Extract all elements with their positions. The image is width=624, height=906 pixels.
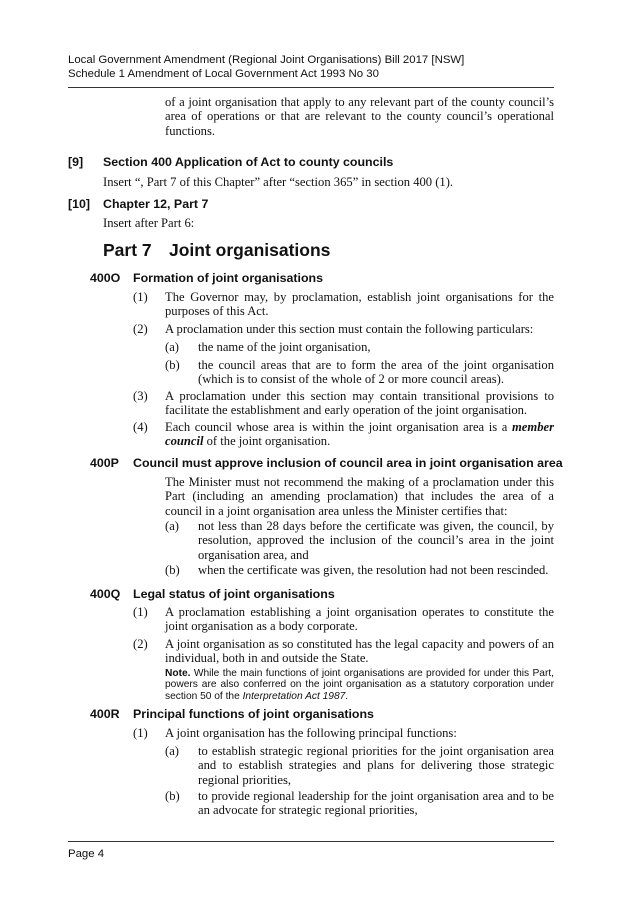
paragraph-number: (b) [165,358,180,372]
amendment-number: [10] [68,197,91,211]
paragraph-number: (a) [165,744,179,758]
subsection-text: A joint organisation as so constituted has the legal capacity and powers of an individual, both in and outside the State. [165,637,554,666]
paragraph-text: to provide regional leadership for the joint organisation area and to be an advocate for strategic regional priorities, [198,789,554,818]
section-number: 400Q [90,587,121,601]
amendment-title: Chapter 12, Part 7 [103,197,209,211]
note-text: While the main functions of joint organisations are provided for under this Part, powers are also conferred on the joint organisation as a statutory corporation under section 50 of the [165,668,554,702]
subsection-number: (1) [133,605,148,619]
subsection-text: A proclamation establishing a joint organisation operates to constitute the joint organisation as a body corporate. [165,605,554,634]
subsection-number: (2) [133,637,148,651]
continuation-paragraph: of a joint organisation that apply to any relevant part of the county council’s area of operations or that are relevant to the county council’s operational functions. [165,95,554,138]
subsection-text [165,420,554,449]
section-intro: The Minister must not recommend the making of a proclamation under this Part (including an amending proclamation) that includes the area of a council in a joint organisation area unless the Minister certifies that: [165,475,554,518]
subsection-number: (1) [133,290,148,304]
subsection-text-part: Each council whose area is within the joint organisation area is a [165,420,513,434]
note [165,668,554,702]
section-title: Principal functions of joint organisations [133,707,374,721]
page-number: Page 4 [68,848,105,860]
section-title: Formation of joint organisations [133,271,323,285]
part-title: Joint organisations [169,240,331,260]
section-title: Legal status of joint organisations [133,587,335,601]
amendment-instruction: Insert “, Part 7 of this Chapter” after “section 365” in section 400 (1). [103,175,454,189]
note-act-title: Interpretation Act 1987 [242,690,346,702]
paragraph-text: the council areas that are to form the area of the joint organisation (which is to consist of the whole of 2 or more council areas). [198,358,554,387]
running-header-schedule: Schedule 1 Amendment of Local Government Act 1993 No 30 [68,68,379,80]
section-number: 400R [90,707,120,721]
defined-term: member council [165,420,554,449]
footer-rule [68,841,554,842]
subsection-text: A proclamation under this section must contain the following particulars: [165,322,534,336]
note-label: Note. [165,668,191,679]
amendment-title: Section 400 Application of Act to county councils [103,155,394,169]
subsection-number: (2) [133,322,148,336]
subsection-text: The Governor may, by proclamation, establish joint organisations for the purposes of this Act. [165,290,554,319]
paragraph-text: when the certificate was given, the resolution had not been rescinded. [198,563,549,577]
running-header-title: Local Government Amendment (Regional Joint Organisations) Bill 2017 [NSW] [68,54,465,66]
subsection-text-part: of the joint organisation. [203,434,331,449]
paragraph-text: to establish strategic regional priorities for the joint organisation area and to establish strategies and plans for delivering those strategic regional priorities, [198,744,554,787]
section-number: 400O [90,271,121,285]
header-rule [68,87,554,88]
paragraph-number: (a) [165,340,179,354]
amendment-instruction: Insert after Part 6: [103,216,195,230]
paragraph-text: not less than 28 days before the certificate was given, the council, by resolution, approved the inclusion of the council’s area in the joint organisation area, and [198,519,554,562]
subsection-number: (1) [133,726,148,740]
paragraph-text: the name of the joint organisation, [198,340,371,354]
section-title: Council must approve inclusion of council area in joint organisation area [133,456,563,470]
paragraph-number: (b) [165,563,180,577]
note-text-end: . [345,690,349,702]
subsection-text: A joint organisation has the following principal functions: [165,726,457,740]
amendment-number: [9] [68,155,84,169]
paragraph-number: (b) [165,789,180,803]
subsection-number: (3) [133,389,148,403]
subsection-text: A proclamation under this section may contain transitional provisions to facilitate the establishment and early operation of the joint organisation. [165,389,554,418]
part-label: Part 7 [103,240,152,260]
paragraph-number: (a) [165,519,179,533]
subsection-number: (4) [133,420,148,434]
section-number: 400P [90,456,119,470]
